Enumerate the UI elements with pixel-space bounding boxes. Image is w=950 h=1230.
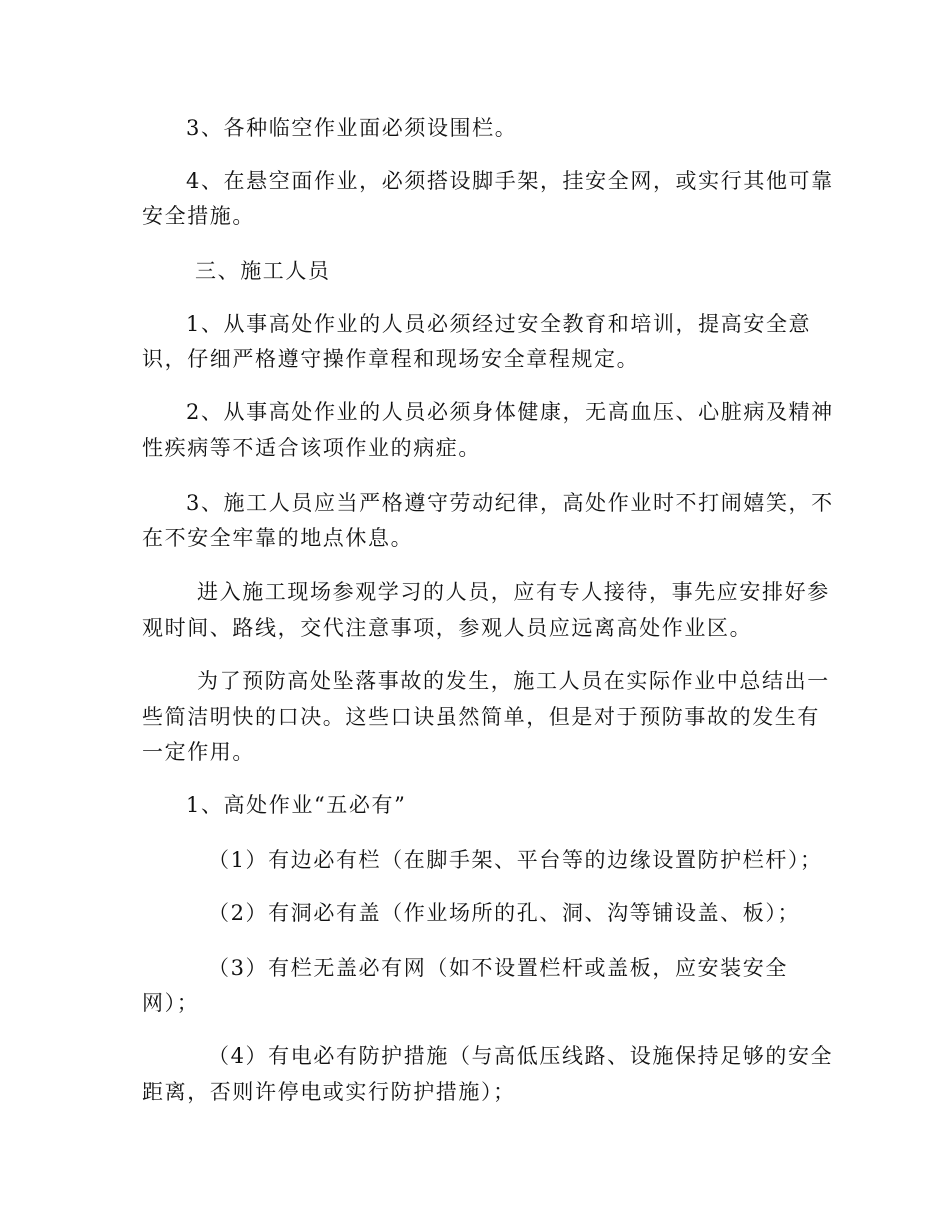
text-line: 2、从事高处作业的人员必须身体健康，无高血压、心脏病及精神 [186,400,834,424]
text-line: 距离，否则许停电或实行防护措施）； [142,1080,516,1104]
text-line: 为了预防高处坠落事故的发生，施工人员在实际作业中总结出一 [197,669,830,693]
text-line: 识，仔细严格遵守操作章程和现场安全章程规定。 [142,347,640,371]
text-line: 3、施工人员应当严格遵守劳动纪律，高处作业时不打闹嬉笑，不 [186,491,834,515]
text-line: 在不安全牢靠的地点休息。 [142,526,414,550]
text-line: 4、在悬空面作业，必须搭设脚手架，挂安全网，或实行其他可靠 [186,169,834,193]
text-line: 3、各种临空作业面必须设围栏。 [186,116,518,140]
list-item: （2）有洞必有盖（作业场所的孔、洞、沟等铺设盖、板）； [208,901,801,925]
text-line: 安全措施。 [142,204,255,228]
text-line: 1、从事高处作业的人员必须经过安全教育和培训，提高安全意 [186,312,812,336]
text-line: 观时间、路线，交代注意事项，参观人员应远离高处作业区。 [142,616,753,640]
text-line: 性疾病等不适合该项作业的病症。 [142,436,481,460]
section-heading: 三、施工人员 [195,259,331,283]
text-line: 网）； [142,991,200,1015]
text-line: 进入施工现场参观学习的人员，应有专人接待，事先应安排好参 [197,580,830,604]
list-item: （1）有边必有栏（在脚手架、平台等的边缘设置防护栏杆）； [208,848,823,872]
list-heading: 1、高处作业“五必有” [186,793,407,817]
text-line: 些简洁明快的口决。这些口诀虽然简单，但是对于预防事故的发生有 [142,705,820,729]
text-line: 一定作用。 [142,740,255,764]
list-item: （4）有电必有防护措施（与高低压线路、设施保持足够的安全 [208,1044,834,1068]
list-item: （3）有栏无盖必有网（如不设置栏杆或盖板，应安装安全 [208,956,788,980]
